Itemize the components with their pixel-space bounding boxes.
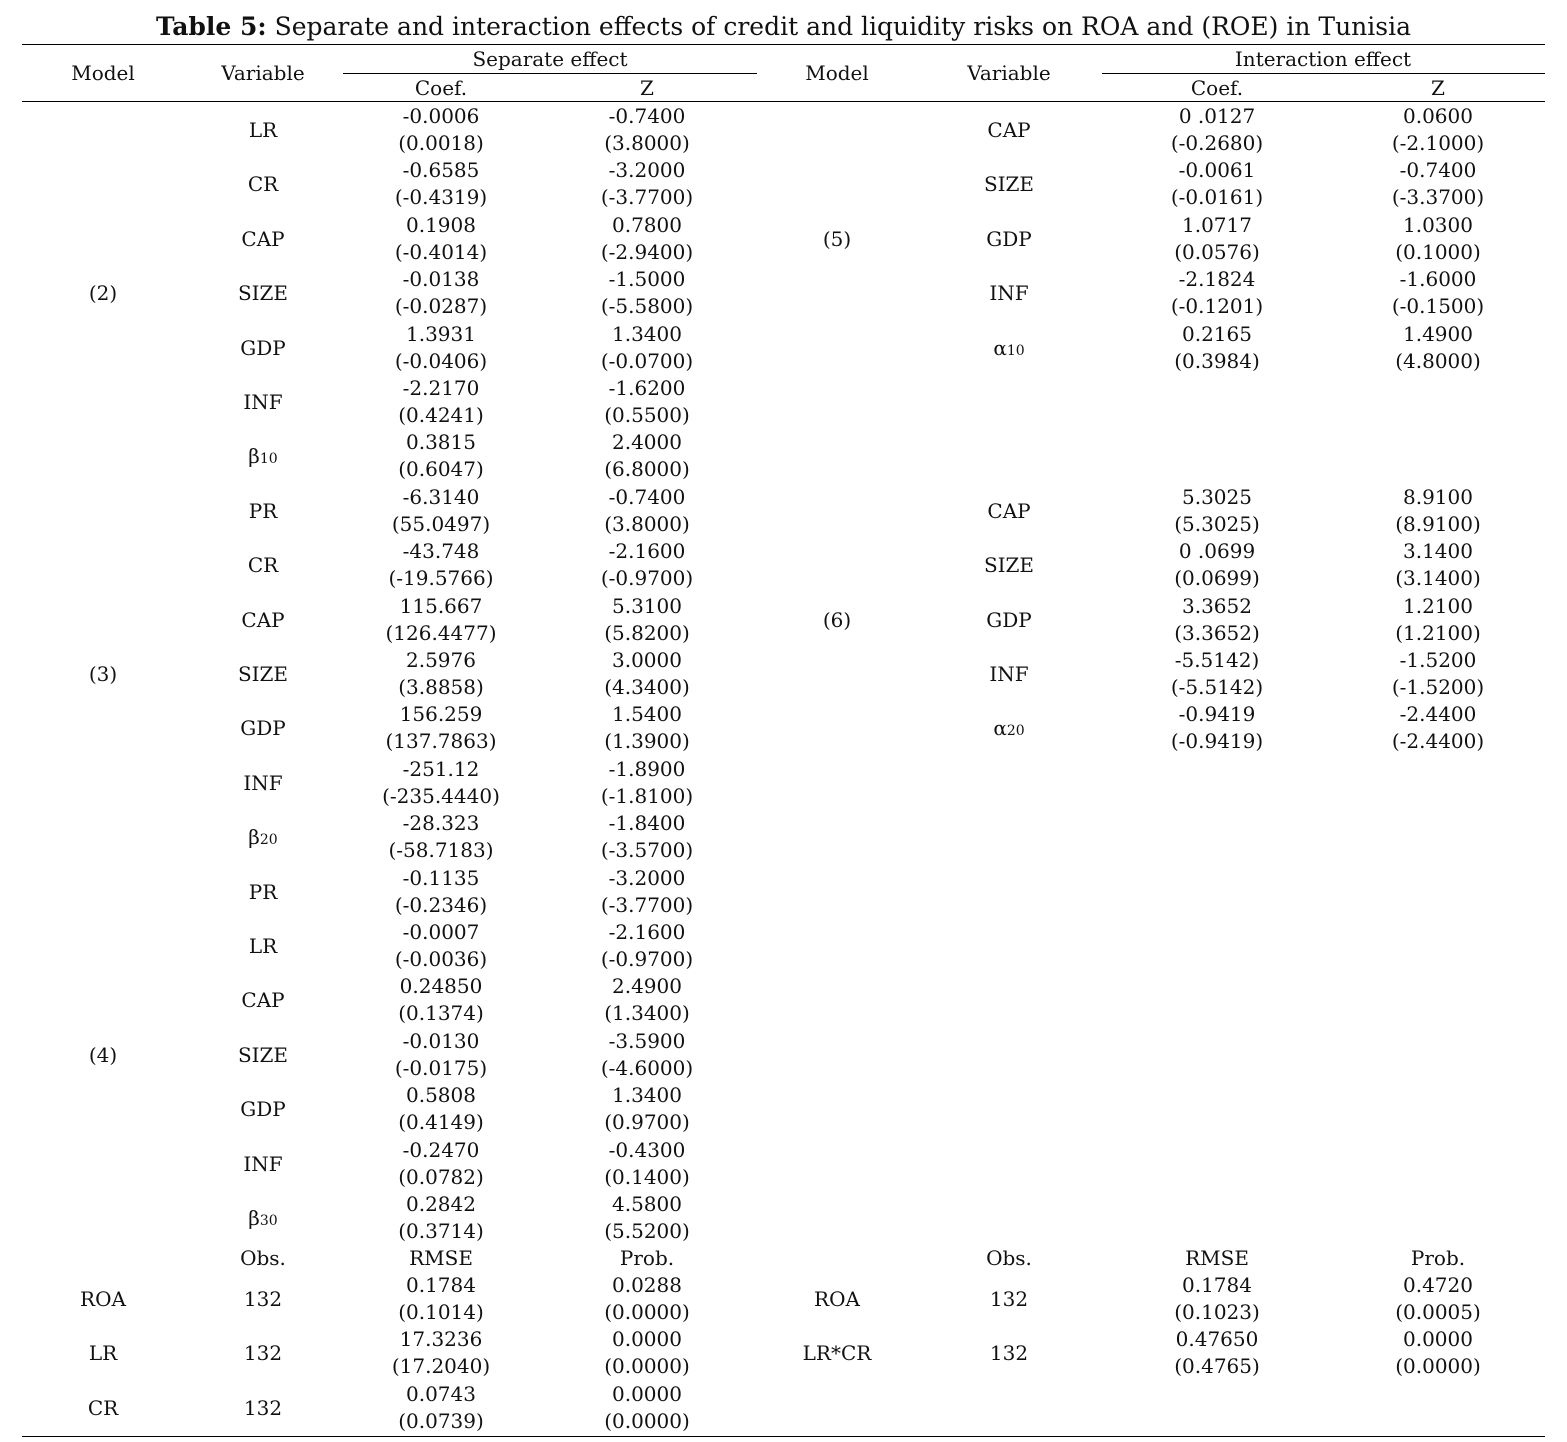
- coef-value: 0 .0699: [1178, 539, 1256, 564]
- coef-paren: (0.4149): [398, 1110, 484, 1135]
- table-label: Table 5:: [155, 12, 267, 41]
- stats-label: ROA: [814, 1287, 860, 1311]
- stats-obs: 132: [243, 1287, 283, 1311]
- variable-symbol: SIZE: [983, 172, 1035, 197]
- coef-paren: (0.6047): [398, 457, 484, 482]
- coef-paren: (-5.5142): [1170, 675, 1264, 699]
- header-variable: Variable: [967, 61, 1051, 85]
- coef-paren: (0.0699): [1174, 566, 1260, 591]
- variable-name: [939, 335, 1079, 365]
- top-rule: [22, 44, 1545, 45]
- stats-prob-paren: (0.0000): [1395, 1354, 1481, 1379]
- z-value: 1.3400: [612, 1083, 682, 1108]
- z-paren: (-0.9700): [600, 566, 694, 591]
- variable-symbol: SIZE: [237, 662, 289, 686]
- z-paren: (-2.9400): [600, 239, 694, 264]
- coef-paren: (-0.4014): [394, 239, 488, 264]
- variable-name: [193, 226, 333, 253]
- z-value: 4.5800: [612, 1192, 682, 1216]
- coef-value: 115.667: [399, 593, 483, 618]
- z-paren: (-1.8100): [600, 783, 694, 808]
- z-paren: (3.8000): [604, 511, 690, 536]
- coef-value: -0.0061: [1178, 158, 1256, 183]
- variable-name: [193, 879, 333, 906]
- z-value: -0.7400: [1399, 158, 1477, 183]
- variable-subscript: 10: [1006, 342, 1025, 359]
- variable-name: [939, 226, 1079, 253]
- z-paren: (0.9700): [604, 1110, 690, 1135]
- coef-value: 1.3931: [406, 321, 476, 346]
- z-value: -2.1600: [608, 920, 686, 944]
- variable-subscript: 20: [1006, 723, 1025, 740]
- stats-prob-paren: (0.0000): [604, 1408, 690, 1433]
- stats-prob: 0.0288: [612, 1273, 682, 1297]
- variable-name: [193, 661, 333, 688]
- z-paren: (6.8000): [604, 457, 690, 482]
- header-coef: Coef.: [414, 76, 468, 100]
- stats-rmse: 0.47650: [1175, 1327, 1259, 1352]
- coef-value: -0.6585: [402, 158, 480, 183]
- variable-name: [193, 335, 333, 362]
- variable-symbol: INF: [243, 770, 283, 795]
- variable-symbol: CAP: [241, 226, 285, 251]
- z-paren: (3.1400): [1395, 566, 1481, 591]
- stats-header-rmse: RMSE: [409, 1246, 473, 1270]
- z-value: -1.8400: [608, 811, 686, 836]
- coef-paren: (-0.0287): [394, 294, 488, 319]
- variable-name: [939, 661, 1079, 688]
- model-label: (3): [88, 662, 118, 686]
- variable-name: [193, 1205, 333, 1235]
- coef-value: -43.748: [402, 539, 480, 564]
- coef-paren: (-0.0175): [394, 1055, 488, 1080]
- variable-symbol: β: [248, 1206, 260, 1230]
- coef-paren: (0.4241): [398, 403, 484, 427]
- variable-name: [193, 280, 333, 307]
- z-paren: (-0.9700): [600, 947, 694, 971]
- header-separate-effect: Separate effect: [472, 47, 628, 71]
- variable-symbol: INF: [989, 281, 1029, 306]
- z-value: 1.0300: [1403, 212, 1473, 237]
- coef-paren: (-0.2346): [394, 892, 488, 917]
- z-value: -0.7400: [608, 104, 686, 128]
- stats-obs: 132: [989, 1341, 1029, 1366]
- z-paren: (-2.4400): [1391, 729, 1485, 754]
- header-interaction-effect: Interaction effect: [1234, 47, 1412, 71]
- stats-header-obs: Obs.: [240, 1246, 286, 1270]
- z-value: 3.0000: [612, 648, 682, 672]
- z-value: 1.5400: [612, 702, 682, 727]
- stats-prob: 0.0000: [1403, 1327, 1473, 1352]
- stats-prob: 0.0000: [612, 1381, 682, 1406]
- variable-symbol: INF: [989, 662, 1029, 686]
- variable-symbol: CAP: [987, 498, 1031, 523]
- stats-rmse-paren: (0.1014): [398, 1300, 484, 1324]
- model-label: (5): [822, 226, 852, 251]
- variable-symbol: INF: [243, 1151, 283, 1176]
- coef-paren: (-19.5766): [388, 566, 494, 591]
- z-value: 1.2100: [1403, 593, 1473, 618]
- z-paren: (-3.7700): [600, 185, 694, 210]
- coef-paren: (3.3652): [1174, 620, 1260, 645]
- coef-value: -0.0007: [402, 920, 480, 944]
- coef-value: -0.9419: [1178, 702, 1256, 727]
- header-coef: Coef.: [1190, 76, 1244, 100]
- z-paren: (-4.6000): [600, 1055, 694, 1080]
- separate-effect-rule: [343, 73, 757, 74]
- coef-paren: (0.1374): [398, 1001, 484, 1026]
- header-model: Model: [71, 61, 135, 85]
- variable-symbol: GDP: [986, 226, 1032, 251]
- variable-symbol: LR: [248, 118, 278, 142]
- variable-name: [193, 1096, 333, 1123]
- coef-value: -0.0006: [402, 104, 480, 128]
- variable-name: [193, 987, 333, 1014]
- variable-symbol: CR: [247, 172, 279, 197]
- bottom-rule: [22, 1436, 1545, 1437]
- coef-value: 0.24850: [399, 974, 483, 999]
- z-paren: (1.3900): [604, 729, 690, 754]
- variable-symbol: GDP: [240, 716, 286, 741]
- coef-value: 1.0717: [1182, 212, 1252, 237]
- variable-symbol: GDP: [986, 607, 1032, 632]
- coef-value: -0.0130: [402, 1028, 480, 1053]
- z-value: -2.4400: [1399, 702, 1477, 727]
- z-value: -3.5900: [608, 1028, 686, 1053]
- z-paren: (0.1000): [1395, 239, 1481, 264]
- stats-prob: 0.4720: [1403, 1273, 1473, 1297]
- variable-symbol: SIZE: [237, 1042, 289, 1067]
- stats-label: LR: [88, 1341, 118, 1366]
- z-paren: (8.9100): [1395, 511, 1481, 536]
- z-value: -1.5000: [608, 267, 686, 292]
- stats-obs: 132: [989, 1287, 1029, 1311]
- coef-value: 0.5808: [406, 1083, 476, 1108]
- coef-paren: (-0.4319): [394, 185, 488, 210]
- model-label: (6): [822, 607, 852, 632]
- variable-name: [193, 824, 333, 854]
- variable-name: [939, 607, 1079, 634]
- variable-name: [939, 171, 1079, 198]
- coef-value: 0.3815: [406, 430, 476, 455]
- header-z: Z: [1431, 76, 1445, 100]
- coef-value: -2.1824: [1178, 267, 1256, 292]
- variable-symbol: SIZE: [237, 281, 289, 306]
- z-paren: (-3.7700): [600, 892, 694, 917]
- stats-rmse: 0.0743: [406, 1381, 476, 1406]
- coef-value: 156.259: [399, 702, 483, 727]
- z-paren: (-0.1500): [1391, 294, 1485, 319]
- coef-value: 0 .0127: [1178, 104, 1256, 128]
- coef-value: -0.2470: [402, 1137, 480, 1162]
- model-label: (2): [88, 281, 118, 306]
- variable-symbol: CAP: [241, 988, 285, 1013]
- variable-name: [939, 280, 1079, 307]
- variable-name: [193, 443, 333, 473]
- coef-paren: (-0.0406): [394, 348, 488, 373]
- z-value: 2.4900: [612, 974, 682, 999]
- variable-subscript: 20: [259, 832, 278, 849]
- coef-value: 3.3652: [1182, 593, 1252, 618]
- stats-prob: 0.0000: [612, 1327, 682, 1352]
- variable-name: [193, 770, 333, 797]
- stats-rmse-paren: (17.2040): [391, 1354, 491, 1379]
- interaction-effect-rule: [1102, 73, 1545, 74]
- z-value: -1.6000: [1399, 267, 1477, 292]
- z-value: 8.9100: [1403, 484, 1473, 509]
- variable-symbol: α: [993, 716, 1007, 741]
- coef-value: -2.2170: [402, 376, 480, 400]
- coef-paren: (0.0576): [1174, 239, 1260, 264]
- z-value: 1.3400: [612, 321, 682, 346]
- z-paren: (0.5500): [604, 403, 690, 427]
- stats-label: LR*CR: [802, 1341, 872, 1366]
- z-paren: (1.3400): [604, 1001, 690, 1026]
- stats-prob-paren: (0.0005): [1395, 1300, 1481, 1324]
- coef-value: 2.5976: [406, 648, 476, 672]
- z-value: -2.1600: [608, 539, 686, 564]
- z-value: 2.4000: [612, 430, 682, 455]
- z-value: 1.4900: [1403, 321, 1473, 346]
- variable-symbol: GDP: [240, 335, 286, 360]
- model-label: (4): [88, 1042, 118, 1067]
- coef-paren: (-235.4440): [382, 783, 500, 808]
- stats-rmse: 0.1784: [406, 1273, 476, 1297]
- header-model: Model: [805, 61, 869, 85]
- variable-symbol: PR: [248, 498, 278, 523]
- table-title: [0, 12, 1567, 42]
- coef-paren: (-0.1201): [1170, 294, 1264, 319]
- z-paren: (0.1400): [604, 1164, 690, 1189]
- coef-paren: (-58.7183): [388, 838, 494, 863]
- coef-paren: (137.7863): [385, 729, 497, 754]
- variable-symbol: CAP: [241, 607, 285, 632]
- variable-symbol: CR: [247, 553, 279, 578]
- z-value: -0.7400: [608, 484, 686, 509]
- coef-value: 0.2842: [406, 1192, 476, 1216]
- variable-subscript: 10: [259, 451, 278, 468]
- variable-symbol: SIZE: [983, 553, 1035, 578]
- stats-header-obs: Obs.: [986, 1246, 1032, 1270]
- variable-name: [193, 607, 333, 634]
- z-value: -1.5200: [1399, 648, 1477, 672]
- variable-name: [193, 1042, 333, 1069]
- coef-value: -0.0138: [402, 267, 480, 292]
- variable-name: [939, 715, 1079, 745]
- variable-symbol: β: [248, 825, 260, 850]
- coef-paren: (0.0018): [398, 131, 484, 155]
- variable-name: [939, 498, 1079, 525]
- z-paren: (4.3400): [604, 675, 690, 699]
- z-paren: (1.2100): [1395, 620, 1481, 645]
- coef-paren: (-0.9419): [1170, 729, 1264, 754]
- variable-name: [193, 117, 333, 144]
- z-paren: (3.8000): [604, 131, 690, 155]
- variable-name: [193, 498, 333, 525]
- variable-name: [193, 933, 333, 960]
- variable-name: [193, 171, 333, 198]
- variable-name: [193, 552, 333, 579]
- stats-rmse: 17.3236: [399, 1327, 483, 1352]
- header-variable: Variable: [221, 61, 305, 85]
- variable-symbol: β: [248, 444, 260, 469]
- coef-paren: (0.3984): [1174, 348, 1260, 373]
- z-value: 0.0600: [1403, 104, 1473, 128]
- stats-prob-paren: (0.0000): [604, 1300, 690, 1324]
- coef-value: -6.3140: [402, 484, 480, 509]
- z-value: -1.8900: [608, 756, 686, 781]
- stats-header-rmse: RMSE: [1185, 1246, 1249, 1270]
- stats-label: ROA: [80, 1287, 126, 1311]
- z-value: -0.4300: [608, 1137, 686, 1162]
- stats-obs: 132: [243, 1341, 283, 1366]
- coef-value: -5.5142): [1174, 648, 1260, 672]
- stats-prob-paren: (0.0000): [604, 1354, 690, 1379]
- z-value: -1.6200: [608, 376, 686, 400]
- variable-subscript: 30: [259, 1213, 278, 1229]
- stats-obs: 132: [243, 1395, 283, 1420]
- variable-symbol: INF: [243, 390, 283, 414]
- stats-rmse-paren: (0.4765): [1174, 1354, 1260, 1379]
- stats-header-prob: Prob.: [619, 1246, 675, 1270]
- coef-paren: (0.0782): [398, 1164, 484, 1189]
- stats-header-prob: Prob.: [1410, 1246, 1466, 1270]
- coef-paren: (-0.0036): [394, 947, 488, 971]
- coef-value: -0.1135: [402, 865, 480, 890]
- coef-paren: (5.3025): [1174, 511, 1260, 536]
- z-value: 3.1400: [1403, 539, 1473, 564]
- variable-symbol: PR: [248, 879, 278, 904]
- coef-paren: (126.4477): [385, 620, 497, 645]
- variable-name: [193, 389, 333, 416]
- stats-label: CR: [87, 1395, 119, 1420]
- coef-value: -251.12: [402, 756, 480, 781]
- coef-paren: (3.8858): [398, 675, 484, 699]
- z-value: 0.7800: [612, 212, 682, 237]
- z-paren: (-3.5700): [600, 838, 694, 863]
- variable-symbol: GDP: [240, 1097, 286, 1122]
- variable-name: [193, 1151, 333, 1178]
- coef-paren: (-0.0161): [1170, 185, 1264, 210]
- z-paren: (-1.5200): [1391, 675, 1485, 699]
- z-value: 5.3100: [612, 593, 682, 618]
- z-value: -3.2000: [608, 158, 686, 183]
- z-paren: (-5.5800): [600, 294, 694, 319]
- z-paren: (-0.0700): [600, 348, 694, 373]
- variable-name: [939, 117, 1079, 144]
- coef-paren: (55.0497): [391, 511, 491, 536]
- z-paren: (4.8000): [1395, 348, 1481, 373]
- header-z: Z: [640, 76, 654, 100]
- coef-value: 5.3025: [1182, 484, 1252, 509]
- z-paren: (5.8200): [604, 620, 690, 645]
- coef-value: 0.2165: [1182, 321, 1252, 346]
- coef-paren: (0.3714): [398, 1219, 484, 1243]
- stats-rmse-paren: (0.0739): [398, 1408, 484, 1433]
- table-caption: Separate and interaction effects of credit and liquidity risks on ROA and (ROE) in Tunisia: [274, 12, 1412, 41]
- variable-symbol: α: [993, 335, 1007, 360]
- stats-rmse-paren: (0.1023): [1174, 1300, 1260, 1324]
- z-paren: (5.5200): [604, 1219, 690, 1243]
- variable-name: [193, 715, 333, 742]
- variable-name: [939, 552, 1079, 579]
- coef-paren: (-0.2680): [1170, 131, 1264, 155]
- coef-value: 0.1908: [406, 212, 476, 237]
- coef-value: -28.323: [402, 811, 480, 836]
- z-paren: (-3.3700): [1391, 185, 1485, 210]
- z-value: -3.2000: [608, 865, 686, 890]
- stats-rmse: 0.1784: [1182, 1273, 1252, 1297]
- z-paren: (-2.1000): [1391, 131, 1485, 155]
- variable-symbol: LR: [248, 934, 278, 958]
- variable-symbol: CAP: [987, 118, 1031, 142]
